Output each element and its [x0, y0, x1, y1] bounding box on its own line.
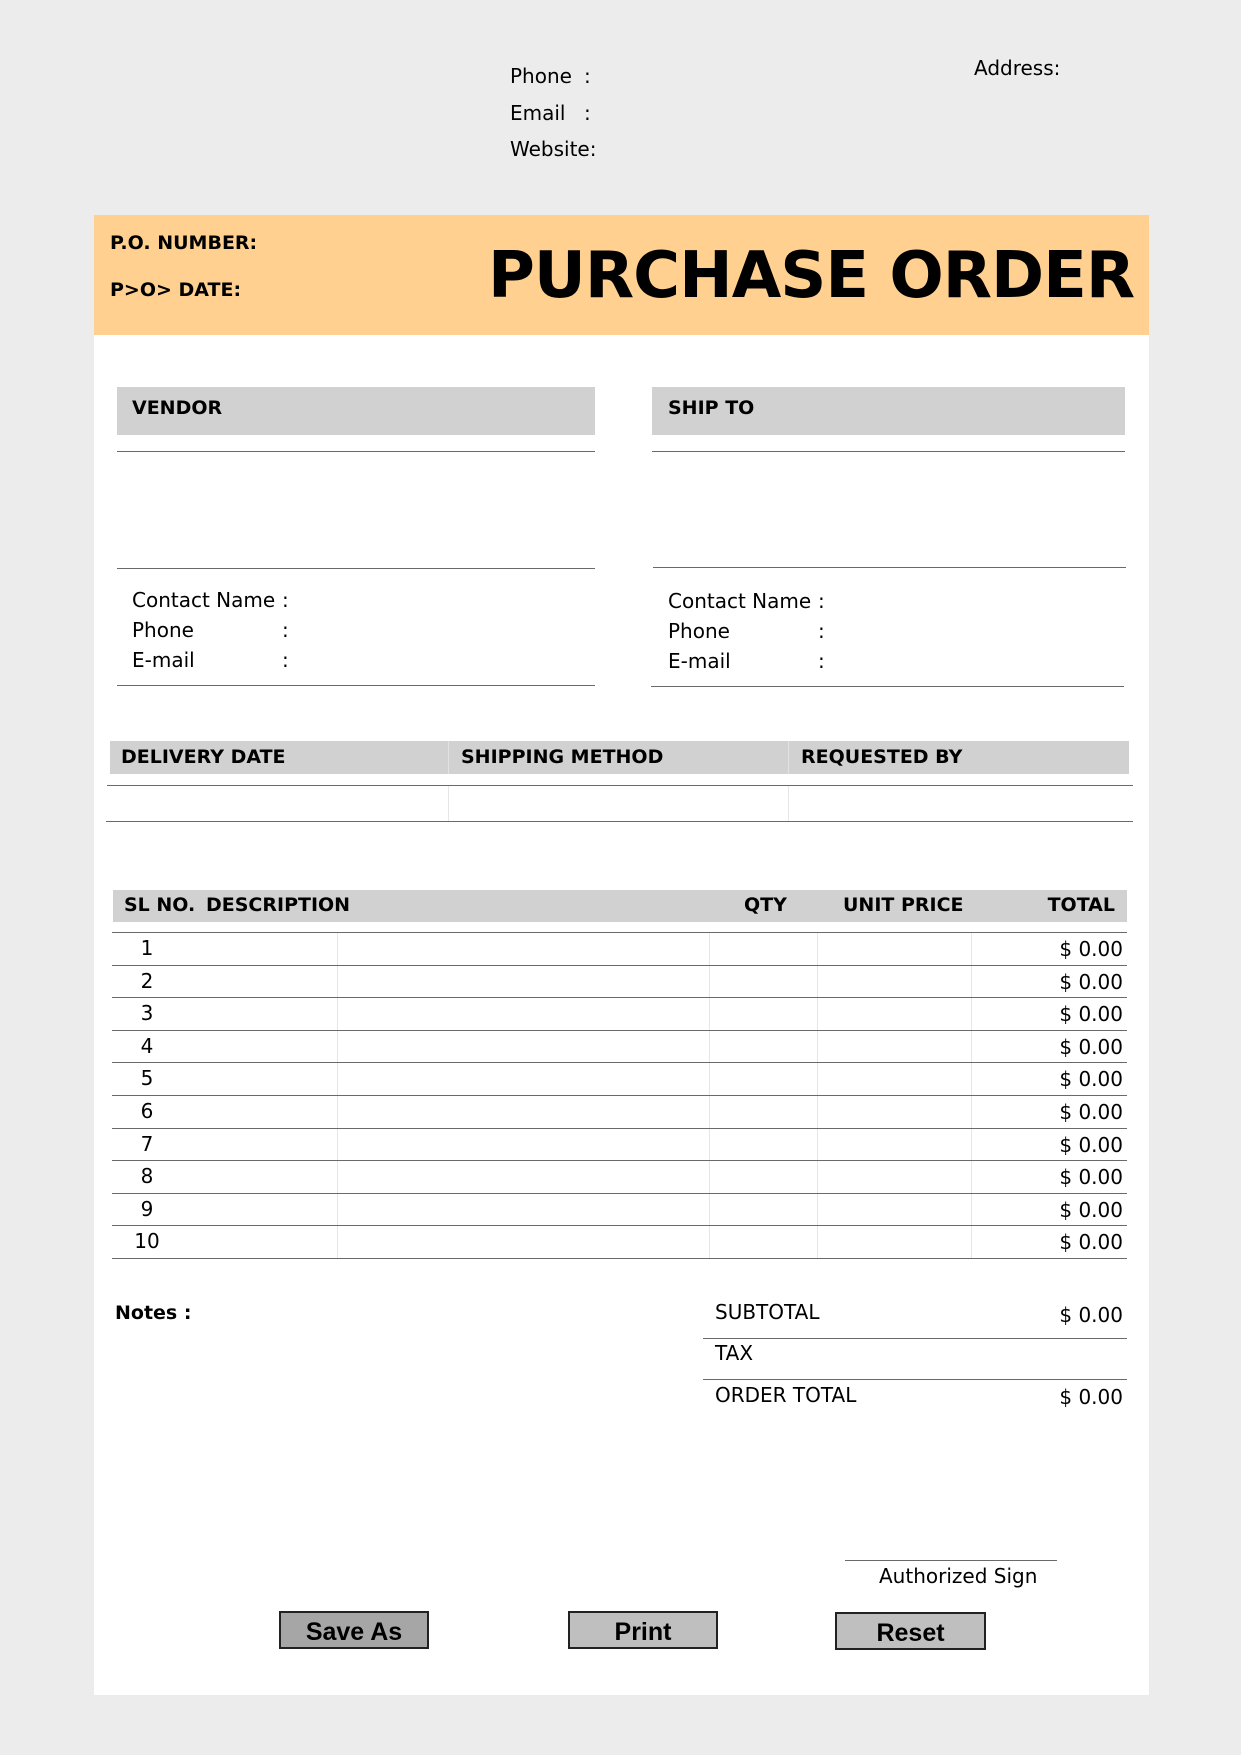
row-divider	[112, 1225, 1127, 1226]
row-total: $ 0.00	[1059, 1100, 1123, 1124]
row-total: $ 0.00	[1059, 1165, 1123, 1190]
row-cell-separator	[817, 1194, 818, 1226]
row-divider	[112, 1095, 1127, 1096]
po-number-label: P.O. NUMBER:	[110, 232, 258, 254]
row-cell-separator	[817, 998, 818, 1030]
row-cell-separator	[971, 1096, 972, 1128]
row-cell-separator	[971, 1161, 972, 1193]
delivery-col-sep-2	[788, 741, 789, 774]
vendor-email-label: E-mail	[132, 648, 195, 672]
company-phone-label: Phone	[510, 64, 572, 88]
row-divider	[112, 997, 1127, 998]
col-total: TOTAL	[1047, 894, 1115, 916]
page-title: PURCHASE ORDER	[488, 239, 1135, 313]
requested-by-header: REQUESTED BY	[801, 746, 963, 768]
row-cell-separator	[971, 933, 972, 965]
row-total: $ 0.00	[1059, 937, 1123, 961]
row-total: $ 0.00	[1059, 1067, 1123, 1092]
ship-to-email-colon: :	[818, 649, 825, 673]
row-cell-separator	[709, 933, 710, 965]
vendor-phone-colon: :	[282, 618, 289, 642]
items-header-divider	[112, 932, 1127, 933]
row-cell-separator	[971, 998, 972, 1030]
row-cell-separator	[971, 1129, 972, 1161]
authorized-sign-label: Authorized Sign	[879, 1564, 1038, 1588]
ship-to-contact-colon: :	[818, 589, 825, 613]
vendor-divider-1	[117, 451, 595, 452]
print-button[interactable]: Print	[568, 1611, 718, 1649]
row-cell-separator	[971, 1194, 972, 1226]
row-divider	[112, 1258, 1127, 1259]
col-sl-no: SL NO.	[124, 894, 196, 916]
row-cell-separator	[817, 966, 818, 998]
row-divider	[112, 1160, 1127, 1161]
row-cell-separator	[817, 1096, 818, 1128]
company-website-label: Website:	[510, 137, 597, 161]
row-cell-separator	[709, 966, 710, 998]
row-cell-separator	[971, 1226, 972, 1258]
row-cell-separator	[709, 1161, 710, 1193]
vendor-phone-label: Phone	[132, 618, 194, 642]
row-cell-separator	[817, 1226, 818, 1258]
save-as-button[interactable]: Save As	[279, 1611, 429, 1649]
row-sl-no: 1	[140, 936, 154, 960]
row-divider	[112, 1193, 1127, 1194]
ship-to-divider-1	[652, 451, 1125, 452]
delivery-col-sep-1	[448, 741, 449, 774]
row-total: $ 0.00	[1059, 1034, 1123, 1059]
ship-to-email-label: E-mail	[668, 649, 731, 673]
col-unit-price: UNIT PRICE	[843, 894, 964, 916]
row-divider	[112, 1062, 1127, 1063]
row-cell-separator	[817, 1161, 818, 1193]
col-description: DESCRIPTION	[206, 894, 351, 916]
row-cell-separator	[337, 1063, 338, 1095]
row-cell-separator	[709, 1194, 710, 1226]
row-cell-separator	[709, 1063, 710, 1095]
row-cell-separator	[337, 1194, 338, 1226]
row-divider	[112, 1030, 1127, 1031]
subtotal-divider	[703, 1338, 1127, 1339]
tax-divider	[703, 1379, 1127, 1380]
vendor-divider-2	[117, 568, 595, 569]
row-cell-separator	[971, 1031, 972, 1063]
row-sl-no: 4	[140, 1033, 154, 1058]
notes-label: Notes :	[115, 1302, 192, 1324]
row-sl-no: 8	[140, 1164, 154, 1189]
row-sl-no: 2	[140, 968, 154, 993]
row-cell-separator	[337, 1096, 338, 1128]
row-total: $ 0.00	[1059, 1197, 1123, 1222]
row-cell-separator	[337, 1031, 338, 1063]
shipping-method-header: SHIPPING METHOD	[461, 746, 664, 768]
row-cell-separator	[709, 998, 710, 1030]
row-cell-separator	[337, 1161, 338, 1193]
row-cell-separator	[817, 933, 818, 965]
row-total: $ 0.00	[1059, 1230, 1123, 1255]
signature-line	[845, 1560, 1057, 1561]
company-email-colon: :	[584, 101, 591, 125]
row-cell-separator	[817, 1129, 818, 1161]
row-cell-separator	[971, 966, 972, 998]
row-sl-no: 6	[140, 1099, 154, 1123]
subtotal-label: SUBTOTAL	[715, 1300, 820, 1324]
vendor-email-colon: :	[282, 648, 289, 672]
ship-to-contact-name-label: Contact Name	[668, 589, 812, 613]
vendor-contact-colon: :	[282, 588, 289, 612]
delivery-divider-2	[106, 821, 1133, 822]
ship-to-divider-2	[653, 567, 1126, 568]
col-qty: QTY	[744, 894, 787, 916]
reset-button[interactable]: Reset	[835, 1612, 986, 1650]
row-cell-separator	[971, 1063, 972, 1095]
ship-to-title: SHIP TO	[668, 397, 755, 419]
row-sl-no: 10	[134, 1229, 160, 1254]
delivery-date-header: DELIVERY DATE	[121, 746, 286, 768]
po-date-label: P>O> DATE:	[110, 279, 242, 301]
row-cell-separator	[337, 998, 338, 1030]
delivery-cell-sep-1	[448, 786, 449, 821]
row-cell-separator	[709, 1031, 710, 1063]
row-cell-separator	[337, 966, 338, 998]
ship-to-phone-colon: :	[818, 619, 825, 643]
row-cell-separator	[709, 1226, 710, 1258]
row-cell-separator	[709, 1129, 710, 1161]
row-divider	[112, 1128, 1127, 1129]
row-cell-separator	[337, 1129, 338, 1161]
row-cell-separator	[817, 1031, 818, 1063]
document-sheet	[94, 215, 1149, 1695]
row-sl-no: 5	[140, 1066, 154, 1091]
row-cell-separator	[709, 1096, 710, 1128]
ship-to-phone-label: Phone	[668, 619, 730, 643]
tax-label: TAX	[715, 1341, 754, 1365]
row-cell-separator	[817, 1063, 818, 1095]
order-total-label: ORDER TOTAL	[715, 1383, 857, 1407]
ship-to-divider-3	[651, 686, 1124, 687]
company-email-label: Email	[510, 101, 566, 125]
subtotal-value: $ 0.00	[1059, 1303, 1123, 1327]
row-total: $ 0.00	[1059, 1002, 1123, 1027]
delivery-divider-1	[107, 785, 1133, 786]
row-sl-no: 3	[140, 1001, 154, 1026]
order-total-value: $ 0.00	[1059, 1385, 1123, 1409]
row-cell-separator	[337, 933, 338, 965]
vendor-title: VENDOR	[132, 397, 223, 419]
company-address-label: Address:	[974, 56, 1061, 80]
row-sl-no: 7	[140, 1131, 154, 1156]
row-total: $ 0.00	[1059, 969, 1123, 994]
row-cell-separator	[337, 1226, 338, 1258]
company-phone-colon: :	[584, 64, 591, 88]
delivery-cell-sep-2	[788, 786, 789, 821]
vendor-divider-3	[117, 685, 595, 686]
vendor-contact-name-label: Contact Name	[132, 588, 276, 612]
row-total: $ 0.00	[1059, 1132, 1123, 1157]
row-sl-no: 9	[140, 1196, 154, 1221]
row-divider	[112, 965, 1127, 966]
